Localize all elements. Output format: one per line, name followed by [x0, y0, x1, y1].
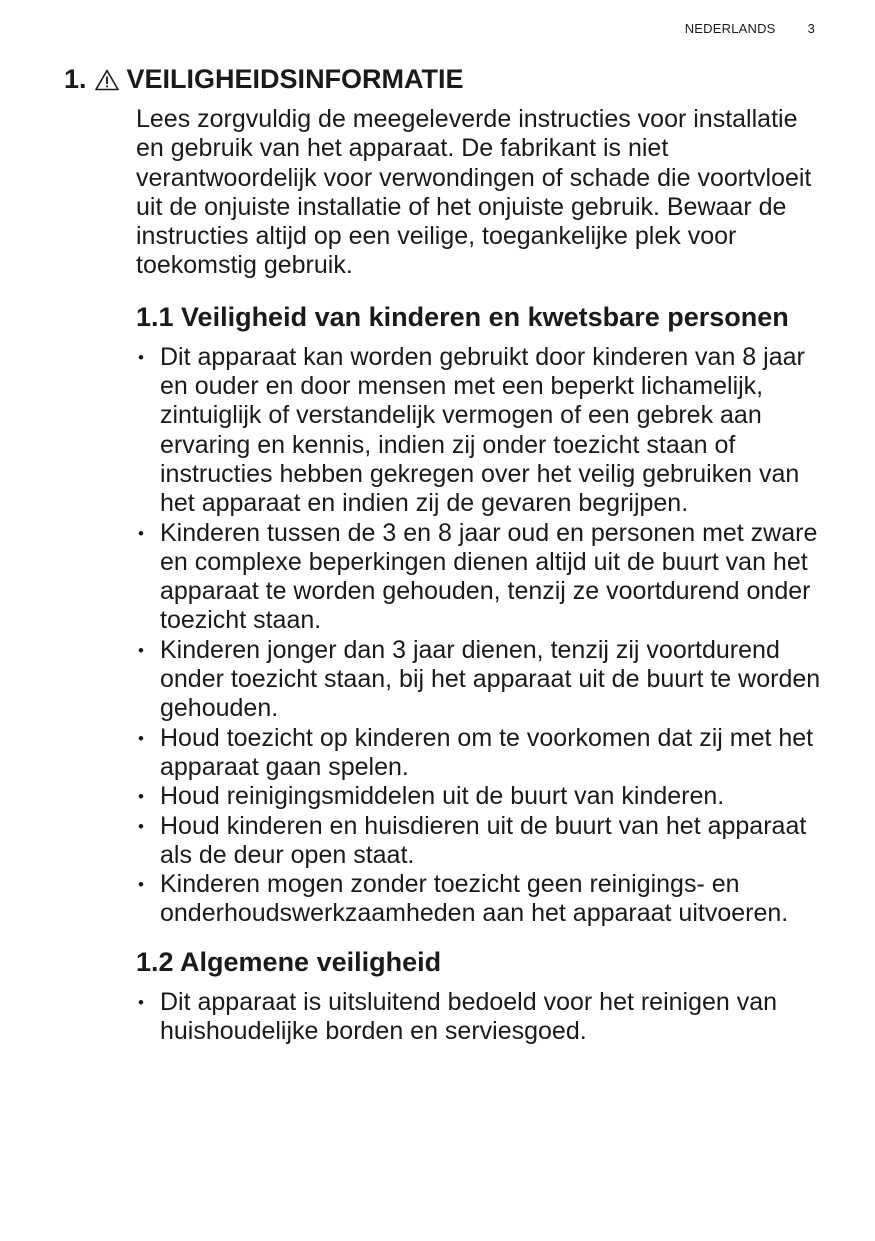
bullet-marker: • — [138, 787, 144, 807]
section-title: 1.1 Veiligheid van kinderen en kwetsbare personen — [136, 301, 789, 332]
bullet-marker: • — [138, 992, 144, 1012]
section-title: 1.2 Algemene veiligheid — [136, 946, 442, 977]
list-item: • Houd toezicht op kinderen om te voorkomen dat zij met het apparaat gaan spelen. — [138, 723, 814, 781]
list-item: • Dit apparaat kan worden gebruikt door kinderen van 8 jaar en ouder en door mensen met een beperkt lichamelijk, zintuiglijk of verstandelijk vermogen of een gebrek aan ervaring en kennis, indien zij onder toezicht staan of instructies hebben gekregen over het veilig gebruiken van het apparaat en indien zij de gevaren begrijpen. — [138, 342, 805, 518]
bullet-marker: • — [138, 640, 144, 660]
list-item: • Houd reinigingsmiddelen uit de buurt van kinderen. — [138, 782, 725, 811]
list-item: • Kinderen mogen zonder toezicht geen reinigings- en onderhoudswerkzaamheden aan het apparaat uitvoeren. — [138, 870, 789, 928]
chapter-title — [64, 62, 464, 96]
bullet-marker: • — [138, 347, 144, 367]
list-item: • Houd kinderen en huisdieren uit de buurt van het apparaat als de deur open staat. — [138, 811, 807, 869]
page-header — [685, 21, 815, 36]
list-item: • Kinderen jonger dan 3 jaar dienen, tenzij zij voortdurend onder toezicht staan, bij het apparaat uit de buurt te worden gehouden. — [138, 635, 821, 723]
page-number: 3 — [807, 21, 815, 36]
bullet-marker: • — [138, 728, 144, 748]
warning-triangle-icon — [95, 69, 119, 91]
bullet-marker: • — [138, 816, 144, 836]
bullet-list — [136, 988, 826, 1047]
bullet-marker: • — [138, 523, 144, 543]
bullet-list — [136, 343, 826, 929]
header-language: NEDERLANDS — [684, 21, 776, 36]
bullet-marker: • — [138, 875, 144, 895]
main-content — [136, 105, 826, 1046]
list-item: • Dit apparaat is uitsluitend bedoeld voor het reinigen van huishoudelijke borden en serviesgoed. — [138, 987, 778, 1046]
chapter-number: 1. — [64, 64, 87, 94]
chapter-title-text: VEILIGHEIDSINFORMATIE — [126, 64, 464, 94]
intro-paragraph: Lees zorgvuldig de meegeleverde instructies voor installatie en gebruik van het apparaat. De fabrikant is niet verantwoordelijk voor verwondingen of schade die voortvloeit uit de onjuiste installatie of het onjuiste gebruik. Bewaar de instructies altijd op een veilige, toegankelijke plek voor toekomstig gebruik. — [136, 105, 812, 280]
list-item: • Kinderen tussen de 3 en 8 jaar oud en personen met zware en complexe beperkingen dienen altijd uit de buurt van het apparaat te worden gehouden, tenzij ze voortdurend onder toezicht staan. — [138, 518, 818, 635]
